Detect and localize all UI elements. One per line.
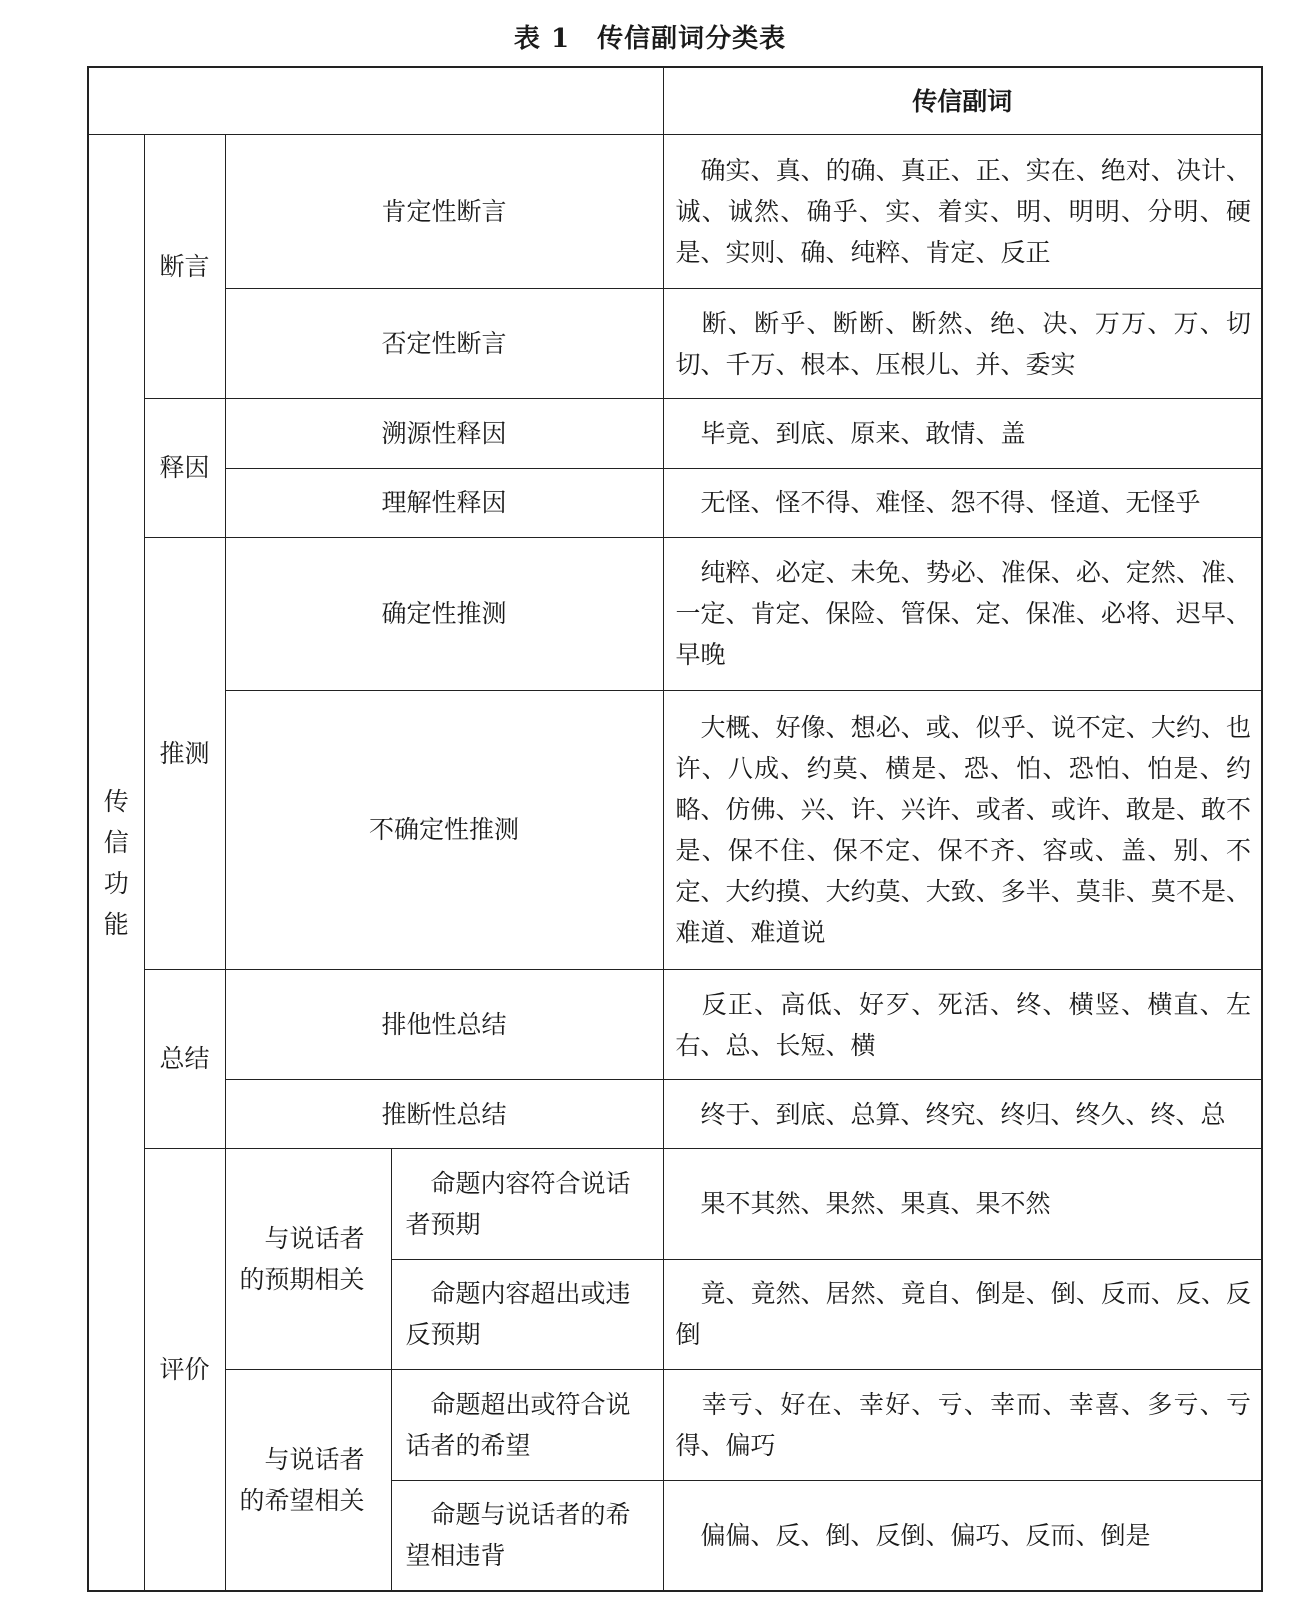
adverb-list-cell xyxy=(663,399,1262,469)
adverb-list-text: 反正、高低、好歹、死活、终、横竖、横直、左右、总、长短、横 xyxy=(675,989,1251,1060)
adverb-list-text: 终于、到底、总算、终究、终归、终久、终、总 xyxy=(700,1099,1226,1129)
function-label-char: 信 xyxy=(103,827,129,857)
adverb-list-text: 大概、好像、想必、或、似乎、说不定、大约、也许、八成、约莫、横是、恐、怕、恐怕、怕是、约略、仿佛、兴、许、兴许、或者、或许、敢是、敢不是、保不住、保不定、保不齐、容或、盖、别、不定、大约摸、大约莫、大致、多半、莫非、莫不是、难道、难道说 xyxy=(675,712,1251,947)
function-label-cell xyxy=(88,135,144,1591)
subcategory-cell: 确定性推测 xyxy=(225,537,663,691)
adverb-list-text: 确实、真、的确、真正、正、实在、绝对、决计、诚、诚然、确乎、实、着实、明、明明、分明、硬是、实则、确、纯粹、肯定、反正 xyxy=(675,155,1251,267)
table-row xyxy=(88,399,1262,469)
subcategory-cell: 溯源性释因 xyxy=(225,399,663,469)
table-row xyxy=(88,1149,1262,1260)
adverb-list-text: 果不其然、果然、果真、果不然 xyxy=(700,1189,1051,1219)
table-caption: 表 1 传信副词分类表 xyxy=(513,24,787,54)
function-label-char: 传 xyxy=(103,786,129,816)
table-row xyxy=(88,969,1262,1080)
table-row xyxy=(88,1370,1262,1481)
subcategory-cell: 推断性总结 xyxy=(225,1080,663,1149)
adverb-list-cell xyxy=(663,1149,1262,1260)
table-row xyxy=(88,468,1262,537)
adverb-list-text: 无怪、怪不得、难怪、怨不得、怪道、无怪乎 xyxy=(700,488,1201,518)
adverb-list-text: 纯粹、必定、未免、势必、准保、必、定然、准、一定、肯定、保险、管保、定、保准、必将、迟早、早晚 xyxy=(675,558,1251,670)
evaluation-group-expectation: 与说话者的预期相关 xyxy=(225,1149,391,1370)
adverb-list-cell xyxy=(663,468,1262,537)
adverb-list-cell xyxy=(663,135,1262,289)
evaluation-group-hope: 与说话者的希望相关 xyxy=(225,1370,391,1591)
table-row xyxy=(88,691,1262,970)
adverb-list-cell xyxy=(663,537,1262,691)
table-row xyxy=(88,135,1262,289)
adverb-list-cell xyxy=(663,969,1262,1080)
subcategory-cell: 命题与说话者的希望相违背 xyxy=(391,1480,663,1591)
table-row xyxy=(88,537,1262,691)
adverb-list-text: 毕竟、到底、原来、敢情、盖 xyxy=(700,419,1026,449)
subcategory-cell: 否定性断言 xyxy=(225,288,663,399)
function-label-char: 能 xyxy=(103,909,129,939)
category-speculation: 推测 xyxy=(144,537,225,969)
adverb-list-cell xyxy=(663,1480,1262,1591)
table-row xyxy=(88,288,1262,399)
subcategory-cell: 命题超出或符合说话者的希望 xyxy=(391,1370,663,1481)
table-row xyxy=(88,1080,1262,1149)
adverb-classification-table xyxy=(87,66,1263,1592)
subcategory-cell: 肯定性断言 xyxy=(225,135,663,289)
subcategory-cell: 排他性总结 xyxy=(225,969,663,1080)
adverb-list-cell xyxy=(663,1370,1262,1481)
adverb-list-text: 断、断乎、断断、断然、绝、决、万万、万、切切、千万、根本、压根儿、并、委实 xyxy=(675,308,1251,379)
category-summary: 总结 xyxy=(144,969,225,1148)
adverb-list-cell xyxy=(663,691,1262,970)
adverb-list-text: 竟、竟然、居然、竟自、倒是、倒、反而、反、反倒 xyxy=(675,1279,1251,1350)
adverb-list-cell xyxy=(663,1259,1262,1370)
adverb-list-cell xyxy=(663,288,1262,399)
subcategory-cell: 命题内容超出或违反预期 xyxy=(391,1259,663,1370)
adverb-list-cell xyxy=(663,1080,1262,1149)
function-label-char: 功 xyxy=(103,868,129,898)
category-assertion: 断言 xyxy=(144,135,225,399)
adverb-list-text: 偏偏、反、倒、反倒、偏巧、反而、倒是 xyxy=(700,1520,1151,1550)
category-explanation: 释因 xyxy=(144,399,225,537)
subcategory-cell: 命题内容符合说话者预期 xyxy=(391,1149,663,1260)
subcategory-cell: 不确定性推测 xyxy=(225,691,663,970)
adverb-list-text: 幸亏、好在、幸好、亏、幸而、幸喜、多亏、亏得、偏巧 xyxy=(675,1390,1251,1461)
header-blank-cell xyxy=(88,67,663,135)
table-header-row xyxy=(88,67,1262,135)
category-evaluation: 评价 xyxy=(144,1149,225,1592)
header-words-cell: 传信副词 xyxy=(663,67,1262,135)
subcategory-cell: 理解性释因 xyxy=(225,468,663,537)
